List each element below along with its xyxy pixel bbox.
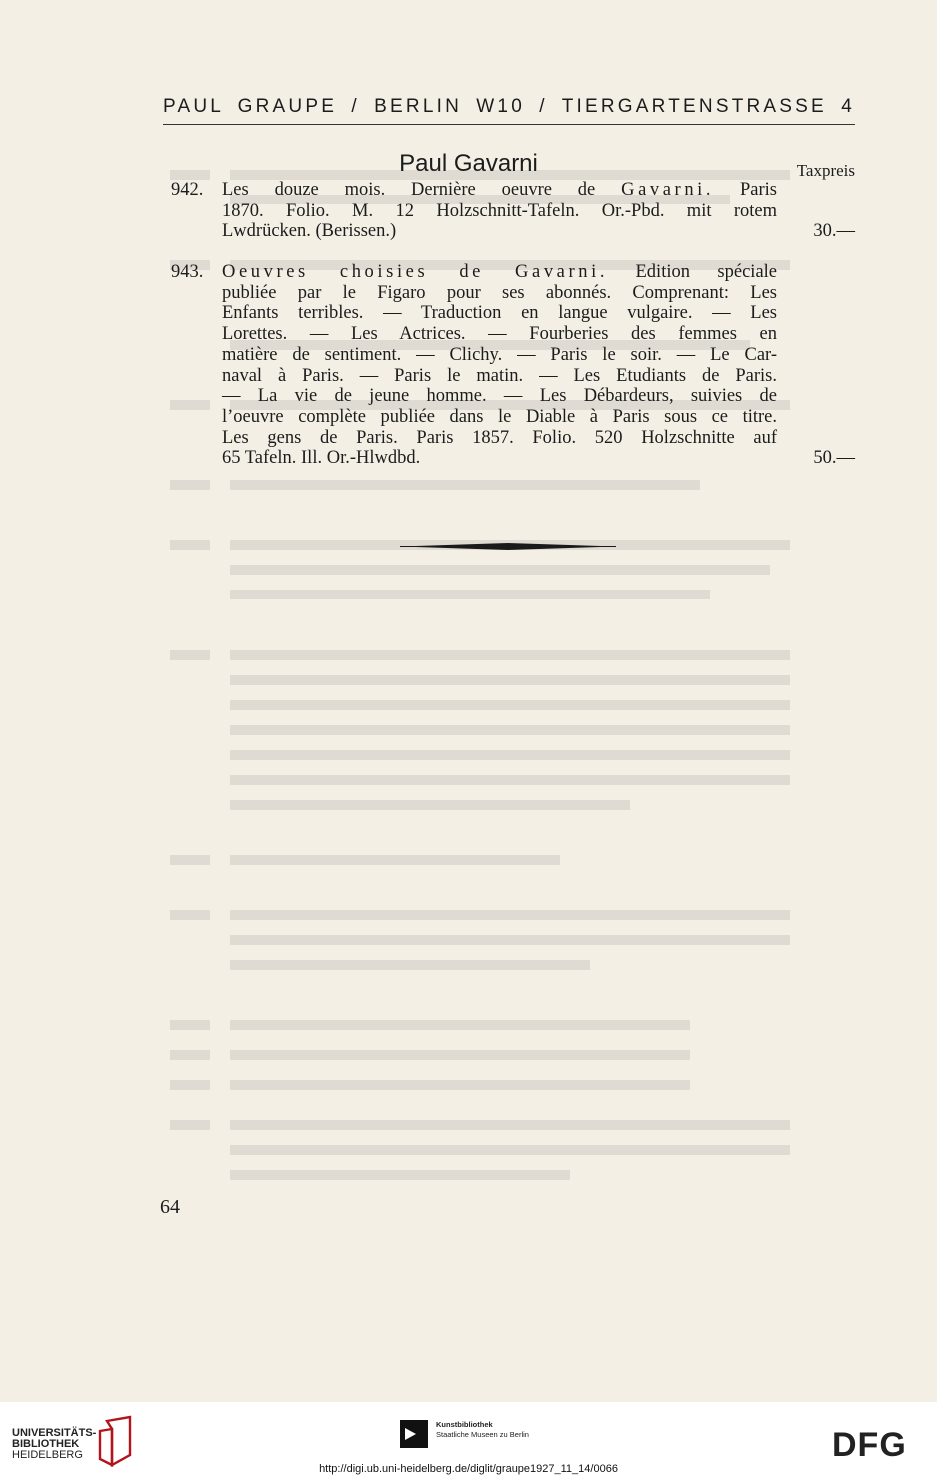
entry-line: — La vie de jeune homme. — Les Débardeurs, suivies de <box>222 386 777 407</box>
dfg-logo: DFG <box>832 1426 907 1464</box>
entry-line: 65 Tafeln. Ill. Or.-Hlwdbd. <box>222 448 421 469</box>
entry-price: 50.— <box>813 448 855 469</box>
ub-line-2: BIBLIOTHEK <box>12 1438 80 1450</box>
entry-number: 943. <box>171 262 204 282</box>
entry-text: Paris <box>714 180 777 200</box>
entry-line: 1870. Folio. M. 12 Holzschnitt-Tafeln. Or.-Pbd. mit rotem <box>222 200 777 221</box>
entry-description <box>222 262 777 469</box>
ornament-divider <box>400 542 616 551</box>
section-title: Paul Gavarni <box>399 150 538 177</box>
university-library-name <box>12 1428 96 1461</box>
price-column-header: Taxpreis <box>796 161 855 180</box>
entry-line <box>222 262 777 283</box>
entry-text: Les douze mois. Dernière oeuvre de <box>222 180 622 200</box>
page-number: 64 <box>160 1196 180 1218</box>
header-rule <box>163 124 855 125</box>
entry-line: l’oeuvre complète publiée dans le Diable à Paris sous ce titre. <box>222 406 777 427</box>
entry-line: naval à Paris. — Paris le matin. — Les Etudiants de Paris. <box>222 365 777 386</box>
entry-price: 30.— <box>813 221 855 242</box>
entry-number: 942. <box>171 180 204 200</box>
entry-line: Les gens de Paris. Paris 1857. Folio. 520 Holzschnitte auf <box>222 427 777 448</box>
ub-line-1: UNIVERSITÄTS- <box>12 1427 97 1439</box>
entry-line: Lwdrücken. (Berissen.) <box>222 221 397 242</box>
entry-line: Enfants terribles. — Traduction en langue vulgaire. — Les <box>222 303 777 324</box>
permalink-url[interactable]: http://digi.ub.uni-heidelberg.de/diglit/graupe1927_11_14/0066 <box>319 1463 618 1475</box>
entry-title-spaced: Oeuvres choisies de Gavarni. <box>222 262 609 282</box>
entry-description <box>222 180 777 242</box>
ub-line-3: HEIDELBERG <box>12 1449 83 1461</box>
catalogue-entry-942 <box>163 180 855 242</box>
entry-author-spaced: Gavarni. <box>621 180 715 200</box>
entry-line: Lorettes. — Les Actrices. — Fourberies des femmes en <box>222 324 777 345</box>
kb-line-1: Kunstbibliothek <box>436 1420 493 1429</box>
catalogue-entry-943 <box>163 262 855 469</box>
running-head: PAUL GRAUPE / BERLIN W10 / TIERGARTENSTRASSE 4 <box>163 96 855 117</box>
kunstbibliothek-logo <box>400 1420 428 1448</box>
kb-line-2: Staatliche Museen zu Berlin <box>436 1430 529 1439</box>
entry-text: Edition spéciale <box>608 262 778 282</box>
kunstbibliothek-name <box>436 1420 529 1440</box>
entry-line <box>222 180 777 201</box>
entry-line: publiée par le Figaro pour ses abonnés. Comprenant: Les <box>222 282 777 303</box>
entry-line: matière de sentiment. — Clichy. — Paris le soir. — Le Car- <box>222 344 777 365</box>
